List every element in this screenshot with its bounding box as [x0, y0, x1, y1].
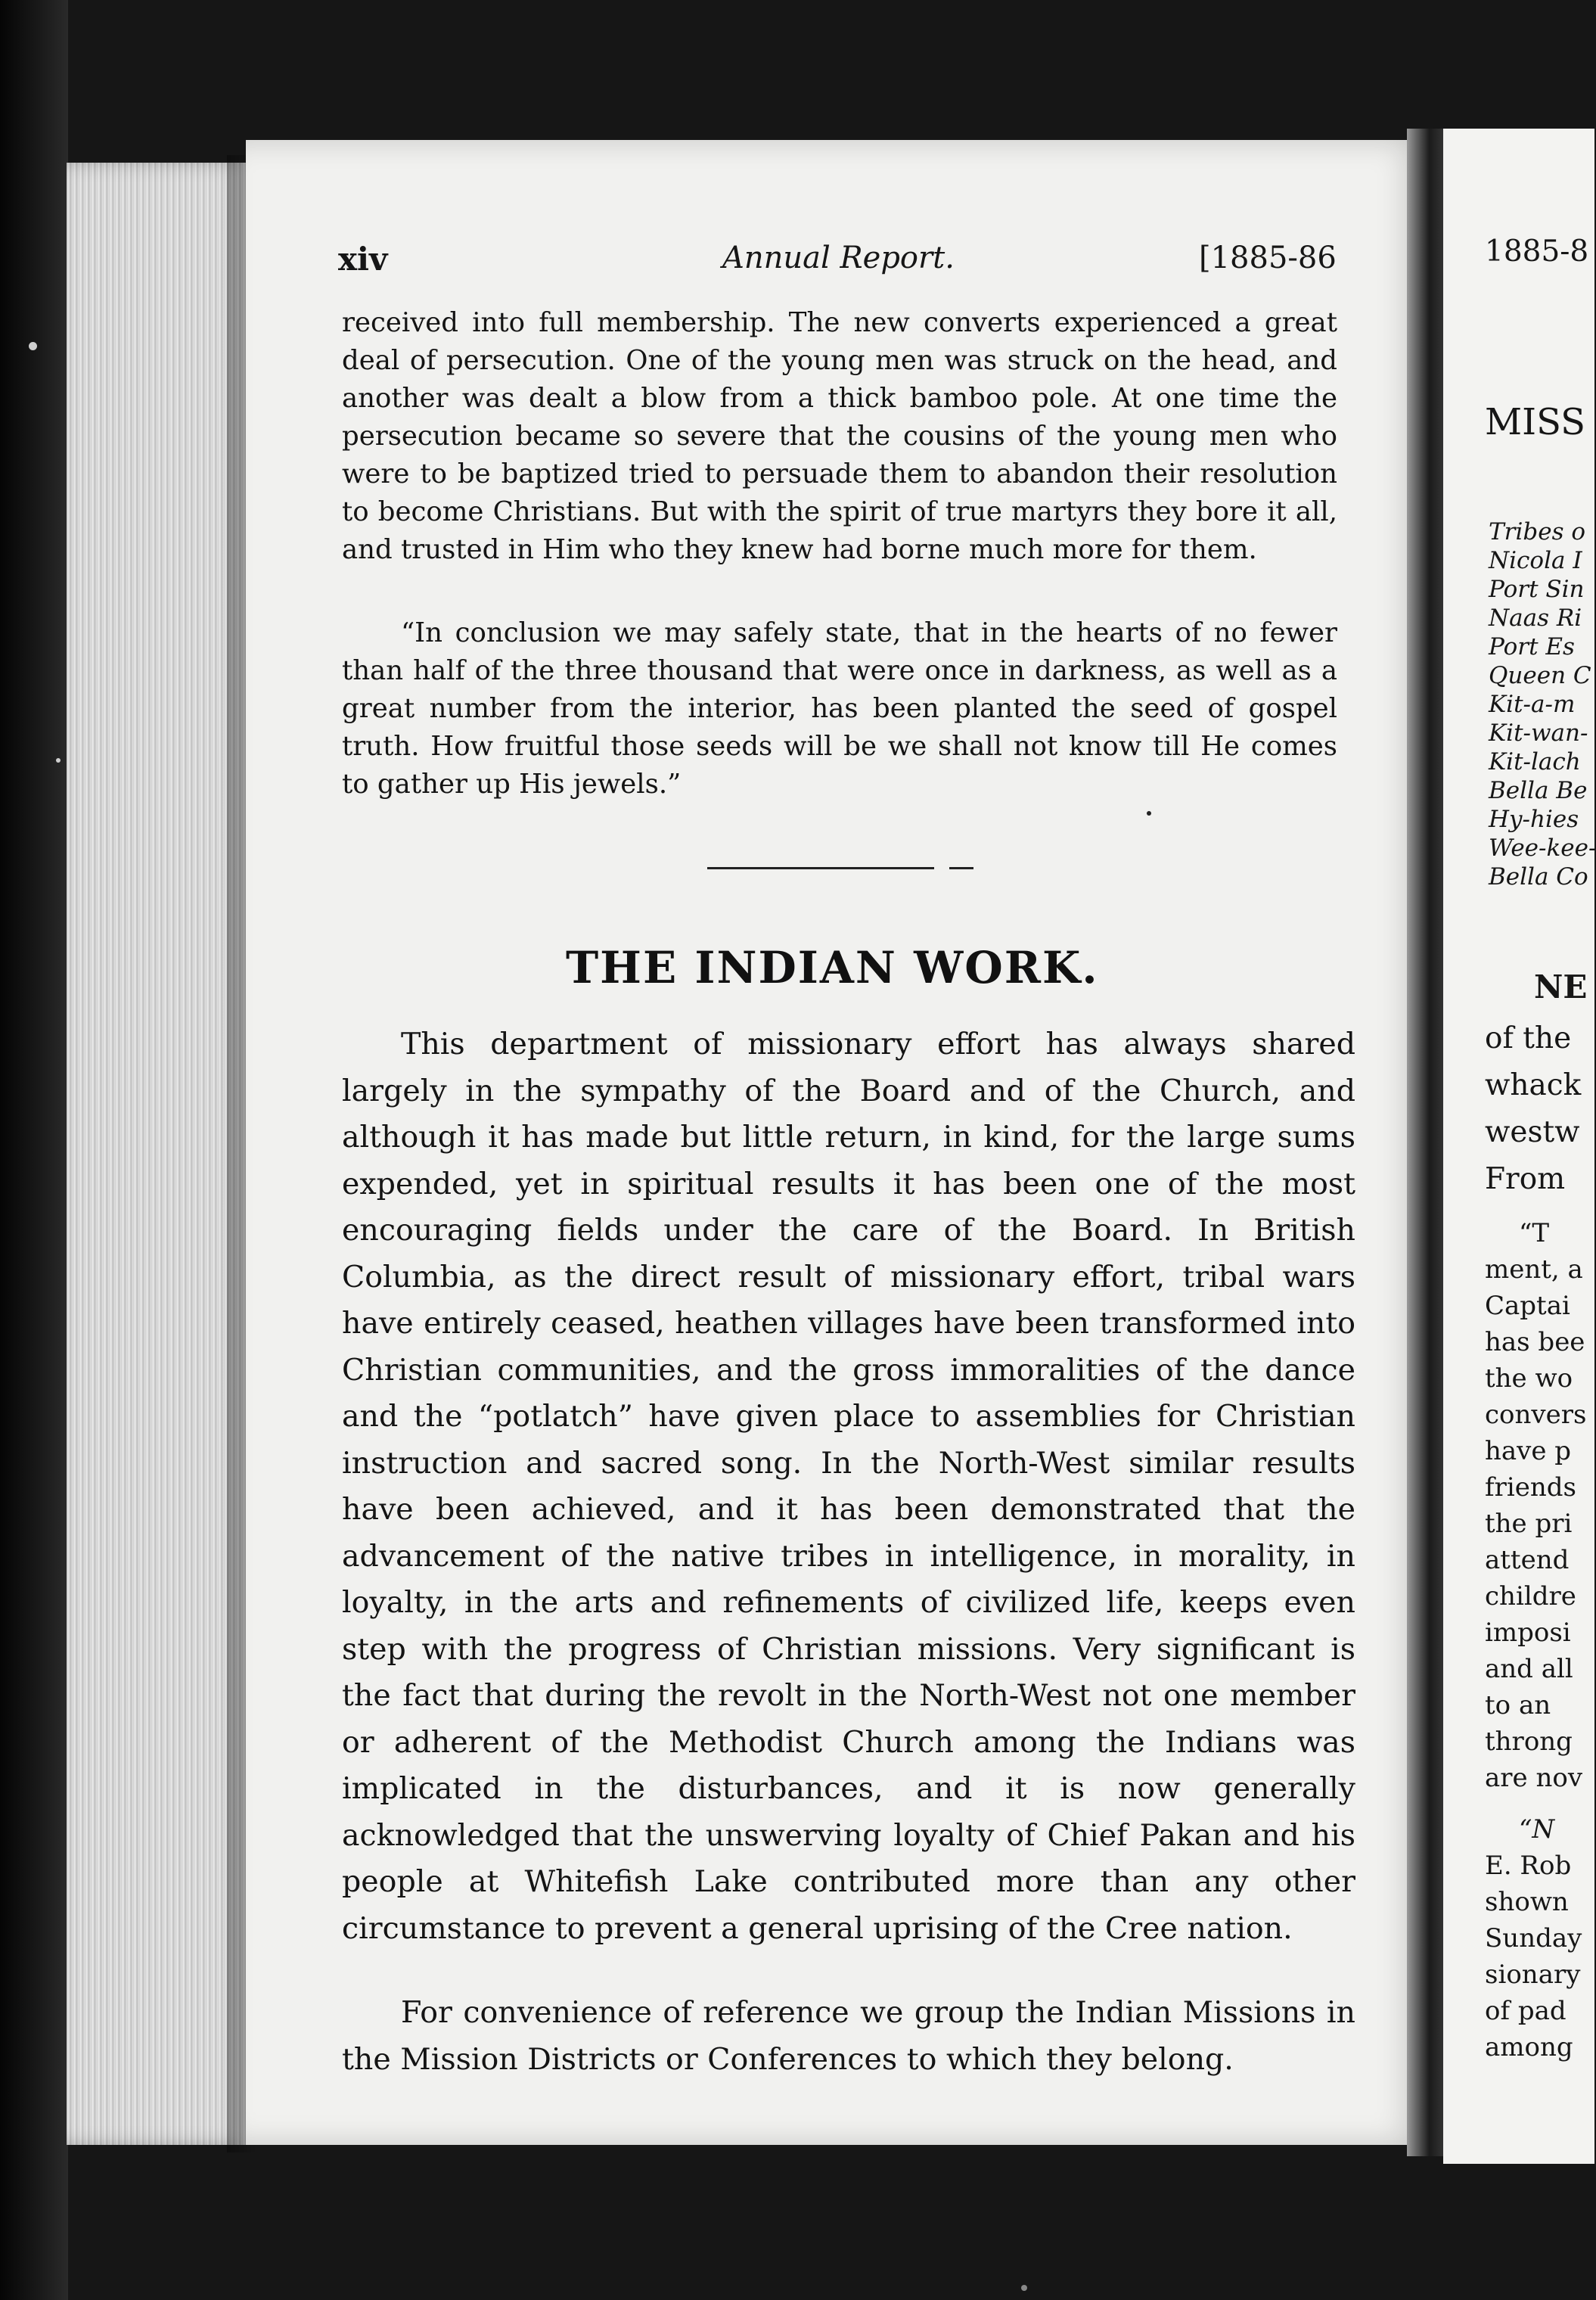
- right-text-line: imposi: [1485, 1618, 1571, 1648]
- section-title: THE INDIAN WORK.: [566, 942, 1099, 993]
- book-page-edges: [67, 163, 248, 2145]
- section-divider-tail: [949, 867, 973, 869]
- page-number: xiv: [338, 241, 388, 278]
- body-paragraph: This department of missionary effort has always shared largely in the sympathy of the Board and of the Church, and although it has made but little return, in kind, for the large sums expended, yet in spiritual results it has been one of the most encouraging fields under the care of the Board. In British Columbia, as the direct result of missionary effort, tribal wars have entirely ceased, heathen villages have been transformed into Christian communities, and the gross immoralities of the dance and the “potlatch” have given place to assemblies for Christian instruction and sacred song. In the North-West similar results have been achieved, and it has been demonstrated that the advancement of the native tribes in intelligence, in morality, in loyalty, in the arts and refinements of civilized life, keeps even step with the progress of Christian missions. Very significant is the fact that during the revolt in the North-West not one member or adherent of the Methodist Church among the Indians was implicated in the disturbances, and it is now generally acknowledged that the unswerving loyalty of Chief Pakan and his people at Whitefish Lake contributed more than any other circumstance to prevent a general uprising of the Cree nation.: [342, 1027, 1355, 1946]
- right-list-item: Kit-a-m: [1489, 691, 1576, 718]
- right-text-line: have p: [1485, 1436, 1572, 1466]
- intro-paragraph: received into full membership. The new converts experienced a great deal of persecution. One of the young men was struck on the head, and another was dealt a blow from a thick bamboo pole. At one time the persecution became so severe that the cousins of the young men who were to be baptized tried to persuade them to abandon their resolution to become Christians. But with the spirit of true martyrs they bore it all, and trusted in Him who they knew had borne much more for them.: [342, 307, 1337, 565]
- dust-speck: [1021, 2285, 1027, 2291]
- right-text-line: among: [1485, 2032, 1573, 2062]
- right-text-line: childre: [1485, 1581, 1576, 1612]
- right-text-line: westw: [1485, 1115, 1580, 1149]
- dust-speck: [29, 342, 37, 350]
- book-gutter: [1407, 129, 1448, 2156]
- right-list-item: Hy-hies: [1489, 806, 1579, 833]
- right-list-item: Bella Be: [1489, 777, 1588, 804]
- right-list-item: Kit-wan-: [1489, 720, 1588, 747]
- right-text-line: are nov: [1485, 1763, 1583, 1793]
- right-text-line: to an: [1485, 1690, 1551, 1720]
- right-text-line: of pad: [1485, 1996, 1567, 2026]
- right-list-item: Naas Ri: [1489, 605, 1582, 632]
- right-text-line: sionary: [1485, 1960, 1581, 1990]
- right-list-item: Queen C: [1489, 662, 1591, 689]
- running-title: Annual Report.: [722, 241, 955, 275]
- right-text-line: of the: [1485, 1021, 1572, 1055]
- right-list-item: Nicola I: [1489, 547, 1582, 574]
- right-text-line: “T: [1519, 1218, 1550, 1248]
- right-text-line: the wo: [1485, 1363, 1573, 1394]
- right-subheading: NE: [1534, 968, 1588, 1005]
- right-text-line: shown: [1485, 1887, 1569, 1917]
- right-text-line: and all: [1485, 1654, 1573, 1684]
- section-divider: [707, 867, 934, 869]
- dust-speck: [56, 758, 61, 763]
- right-text-line: the pri: [1485, 1509, 1573, 1539]
- stray-dot: [1147, 811, 1151, 816]
- right-text-line: has bee: [1485, 1327, 1585, 1357]
- right-list-item: Bella Co: [1489, 863, 1588, 890]
- right-page-header: 1885-8: [1485, 235, 1589, 269]
- right-text-line: Captai: [1485, 1291, 1570, 1321]
- right-text-line: friends: [1485, 1472, 1576, 1503]
- right-text-line: E. Rob: [1485, 1851, 1572, 1881]
- right-list-item: Tribes o: [1489, 518, 1586, 545]
- body-paragraph: For convenience of reference we group the Indian Missions in the Mission Districts or Conferences to which they belong.: [342, 1995, 1355, 2077]
- right-page-heading: MISS: [1485, 401, 1586, 443]
- right-text-line: whack: [1485, 1068, 1582, 1102]
- right-text-line: “N: [1519, 1814, 1555, 1845]
- header-year: [1885-86: [1199, 241, 1337, 275]
- intro-quote-paragraph: “In conclusion we may safely state, that in the hearts of no fewer than half of the three thousand that were once in darkness, as well as a great number from the interior, has been planted the seed of gospel truth. How fruitful those seeds will be we shall not know till He comes to gather up His jewels.”: [342, 617, 1337, 800]
- right-page: [1443, 129, 1594, 2164]
- right-text-line: ment, a: [1485, 1254, 1583, 1285]
- right-text-line: From: [1485, 1162, 1566, 1196]
- right-text-line: attend: [1485, 1545, 1570, 1575]
- right-list-item: Port Es: [1489, 633, 1575, 660]
- right-text-line: Sunday: [1485, 1923, 1582, 1953]
- right-list-item: Port Sin: [1489, 576, 1585, 603]
- right-list-item: Wee-kee-: [1489, 835, 1596, 862]
- right-list-item: Kit-lach: [1489, 748, 1581, 775]
- right-text-line: throng: [1485, 1727, 1573, 1757]
- right-text-line: convers: [1485, 1400, 1587, 1430]
